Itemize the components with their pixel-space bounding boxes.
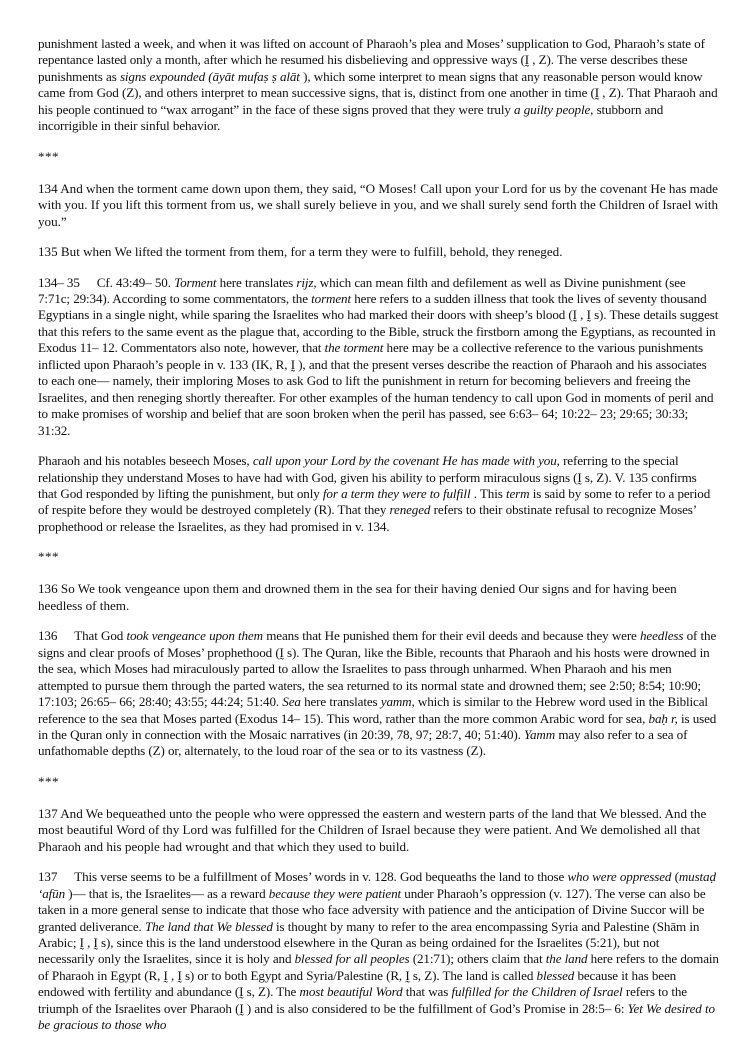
italic-phrase: fulfilled for the Children of Israel [451, 984, 623, 1000]
commentary-134-35: 134– 35 Cf. 43:49– 50. Torment here translates rijz, which can mean filth and defilement as well as Divine punishment (see 7:71c; 29:34). According to some commentators, the torment here refers to a sudden illness that took the lives of seventy thousand Egyptians in a single night, while sparing the Israelites who had marked their doors with sheep’s blood (Ḭ , Ḭ s). These details suggest that this refers to the same event as the plague that, according to the Bible, struck the firstborn among the Egyptians, as recounted in Exodus 11– 12. Commentators also note, however, that the torment here may be a collective reference to the various punishments inflicted upon Pharaoh’s people in v. 133 (IK, R, Ḭ ), and that the present verses describe the reaction of Pharaoh and his associates to each one— namely, their imploring Moses to ask God to lift the punishment in return for becoming believers and freeing the Israelites, and then reneging shortly thereafter. For other examples of the human tendency to call upon God in moments of peril and to make promises of worship and belief that are soon broken when the peril has passed, see 6:63– 64; 10:22– 23; 29:65; 30:33; 31:32. [38, 274, 719, 438]
italic-phrase: blessed [536, 967, 575, 983]
italic-phrase: for a term they were to fulfill [322, 485, 474, 501]
italic-phrase: blessed for all peoples [294, 951, 410, 967]
commentary-134-35-continued: Pharaoh and his notables beseech Moses, call upon your Lord by the covenant He has made with you, referring to the special relationship they understand Moses to have had with God, given his ability to perform miraculous signs (Ḭ s, Z). V. 135 confirms that God responded by lifting the punishment, but only for a term they were to fulfill . This term is said by some to refer to a period of respite before they would be destroyed completely (R). That they reneged refers to their obstinate refusal to recognize Moses’ prophethood or release the Israelites, as they had promised in v. 134. [38, 453, 711, 534]
verse-134: 134 And when the torment came down upon them, they said, “O Moses! Call upon your Lord for us by the covenant He has made with you. If you lift this torment from us, we shall surely believe in you, and we shall surely send forth the Children of Israel with you.” [38, 180, 719, 229]
italic-phrase: Yet We desired to be gracious to those who [38, 1000, 715, 1033]
italic-phrase: most beautiful Word [299, 984, 403, 1000]
commentary-137: 137 This verse seems to be a fulfillment of Moses’ words in v. 128. God bequeaths the land to those who were oppressed (mustaḍ ʻafūn )— that is, the Israelites— as a reward because they were patient under Pharaoh’s oppression (v. 127). The verse can also be taken in a more general sense to indicate that those who face adversity with patience and the anticipation of Divine Succor will be granted deliverance. The land that We blessed is thought by many to refer to the area encompassing Syria and Palestine (Shām in Arabic; Ḭ , Ḭ s), since this is the land understood elsewhere in the Quran as being ordained for the Israelites (5:21), but not necessarily only the Israelites, since it is holy and blessed for all peoples (21:71); others claim that the land here refers to the domain of Pharaoh in Egypt (R, Ḭ , Ḭ s) or to both Egypt and Syria/Palestine (R, Ḭ s, Z). The land is called blessed because it has been endowed with fertility and abundance (Ḭ s, Z). The most beautiful Word that was fulfilled for the Children of Israel refers to the triumph of the Israelites over Pharaoh (Ḭ ) and is also considered to be the fulfillment of God’s Promise in 28:5– 6: Yet We desired to be gracious to those who [38, 869, 719, 1033]
verse-135: 135 But when We lifted the torment from them, for a term they were to fulfill, behold, they reneged. [38, 244, 563, 260]
italic-phrase: because they were patient [268, 885, 402, 901]
italic-phrase: baḥ r, [648, 710, 678, 726]
italic-phrase: mustaḍ ʻafūn [38, 869, 716, 901]
commentary-number-134-35: 134– 35 [38, 274, 80, 290]
italic-phrase: who were oppressed [567, 869, 672, 885]
verse-137: 137 And We bequeathed unto the people who were oppressed the eastern and western parts of the land that We blessed. And the most beautiful Word of thy Lord was fulfilled for the Children of Israel because they were patient. And We demolished all that Pharaoh and his people had wrought and that which they used to build. [38, 805, 707, 854]
italic-phrase: call upon your Lord by the covenant He has made with you, [252, 453, 560, 469]
italic-phrase: signs expounded (āyāt mufaṣ ṣ alāt [119, 68, 304, 84]
commentary-136: 136 That God took vengeance upon them means that He punished them for their evil deeds and because they were heedless of the signs and clear proofs of Moses’ prophethood (Ḭ s). The Quran, like the Bible, recounts that Pharaoh and his hosts were drowned in the sea, which Moses had miraculously parted to allow the Israelites to pass through unharmed. When Pharaoh and his men attempted to pursue them through the parted waters, the sea returned to its normal state and drowned them; see 2:50; 8:54; 10:90; 17:103; 26:65– 66; 28:40; 43:55; 44:24; 51:40. Sea here translates yamm, which is similar to the Hebrew word used in the Biblical reference to the sea that Moses parted (Exodus 14– 15). This word, rather than the more common Arabic word for sea, baḥ r, is used in the Quran only in connection with the Mosaic narratives (in 20:39, 78, 97; 28:7, 40; 51:40). Yamm may also refer to a sea of unfathomable depths (Z) or, alternately, to the loud roar of the sea or to its vastness (Z). [38, 628, 717, 759]
italic-phrase: Yamm [524, 726, 556, 742]
italic-phrase: the torment [324, 340, 384, 356]
italic-phrase: Sea [282, 694, 301, 710]
italic-phrase: yamm, [380, 694, 415, 710]
italic-phrase: reneged [389, 502, 431, 518]
italic-phrase: took vengeance upon them [126, 628, 263, 644]
italic-phrase: The land that We blessed [144, 918, 273, 934]
text-column [38, 36, 719, 1034]
verse-136: 136 So We took vengeance upon them and drowned them in the sea for their having denied Our signs and for having been heedless of them. [38, 581, 677, 613]
italic-phrase: Torment [174, 274, 217, 290]
commentary-number-137: 137 [38, 869, 58, 885]
section-separator-1: *** [38, 148, 59, 164]
section-separator-3: *** [38, 773, 59, 789]
italic-phrase: torment [311, 290, 351, 306]
italic-phrase: the land [545, 951, 588, 967]
section-separator-2: *** [38, 549, 59, 565]
italic-phrase: a guilty people, [514, 101, 594, 117]
paragraph-opening: punishment lasted a week, and when it was lifted on account of Pharaoh’s plea and Moses’ supplication to God, Pharaoh’s state of repentance lasted only a month, after which he resumed his disbelieving and oppressive ways (Ḭ , Z). The verse describes these punishments as signs expounded (āyāt mufaṣ ṣ alāt ), which some interpret to mean signs that any reasonable person would know came from God (Z), and others interpret to mean successive signs, that is, distinct from one another in time (Ḭ , Z). That Pharaoh and his people continued to “wax arrogant” in the face of these signs proved that they were truly a guilty people, stubborn and incorrigible in their sinful behavior. [38, 36, 718, 134]
italic-phrase: term [505, 485, 530, 501]
italic-phrase: rijz, [296, 274, 317, 290]
italic-phrase: heedless [640, 628, 684, 644]
commentary-number-136: 136 [38, 628, 58, 644]
